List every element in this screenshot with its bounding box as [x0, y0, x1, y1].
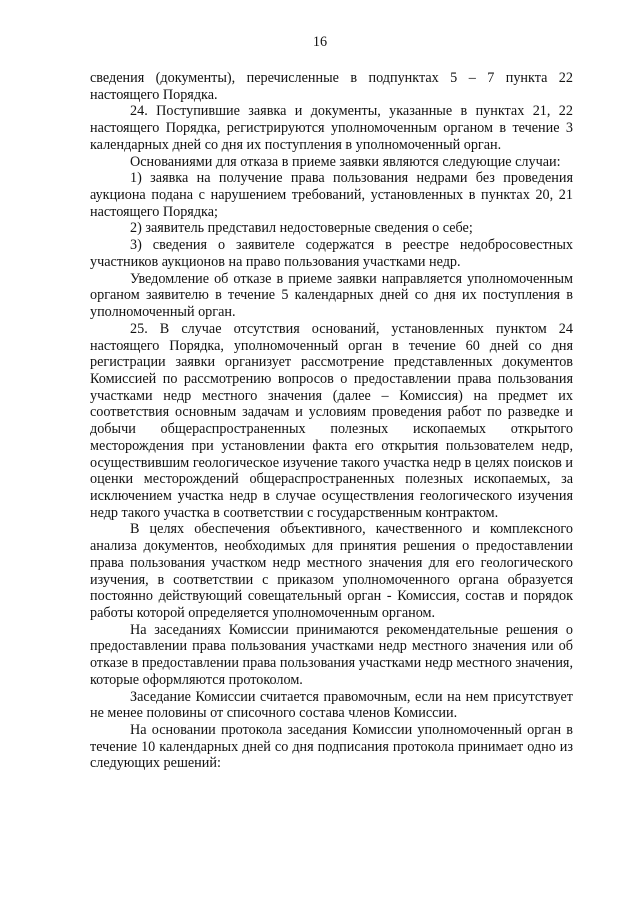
paragraph-refusal-grounds: Основаниями для отказа в приеме заявки являются следующие случаи:: [130, 153, 561, 170]
paragraph-commission-meetings: На заседаниях Комиссии принимаются рекомендательные решения о предоставлении права пользования участками недр местного значения или об отказе в предоставлении права пользования участками недр местного значения, которые оформляются протоколом.: [90, 621, 573, 688]
paragraph-ground-1: 1) заявка на получение права пользования недрами без проведения аукциона подана с нарушением требований, установленных в пунктах 20, 21 настоящего Порядка;: [90, 170, 573, 220]
paragraph-commission-formation: В целях обеспечения объективного, качественного и комплексного анализа документов, необходимых для принятия решения о предоставлении права пользования участком недр местного значения для его геологического изучения, в соответствии с приказом уполномоченного органа образуется постоянно действующий совещательный орган - Комиссия, состав и порядок работы которой определяется уполномоченным органом.: [90, 521, 573, 621]
paragraph-decisions: На основании протокола заседания Комиссии уполномоченный орган в течение 10 календарных дней со дня подписания протокола принимает одно из следующих решений:: [90, 722, 573, 772]
paragraph-quorum: Заседание Комиссии считается правомочным, если на нем присутствует не менее половины от списочного состава членов Комиссии.: [90, 688, 573, 722]
paragraph-refusal-notice: Уведомление об отказе в приеме заявки направляется уполномоченным органом заявителю в течение 5 календарных дней со дня их поступления в уполномоченный орган.: [90, 270, 573, 321]
paragraph-continuation: сведения (документы), перечисленные в подпунктах 5 – 7 пункта 22 настоящего Порядка.: [90, 70, 573, 103]
document-body: [90, 70, 573, 772]
paragraph-ground-3: 3) сведения о заявителе содержатся в реестре недобросовестных участников аукционов на право пользования участками недр.: [90, 237, 573, 270]
paragraph-item-25: 25. В случае отсутствия оснований, установленных пунктом 24 настоящего Порядка, уполномоченный орган в течение 60 дней со дня регистрации заявки организует рассмотрение представленных документов Комиссией по рассмотрению вопросов о предоставлении права пользования участками недр местного значения (далее – Комиссия) на предмет их соответствия основным задачам и условиям проведения работ по разведке и добычи общераспространенных полезных ископаемых открытого месторождения при установлении факта его открытия пользователем недр, осуществившим геологическое изучение такого участка недр в целях поисков и оценки месторождений общераспространенных полезных ископаемых, за исключением участка недр в случае осуществления геологического изучения недр такого участка в соответствии с государственным контрактом.: [90, 320, 573, 521]
paragraph-ground-2: 2) заявитель представил недостоверные сведения о себе;: [130, 220, 473, 237]
paragraph-item-24: 24. Поступившие заявка и документы, указанные в пунктах 21, 22 настоящего Порядка, регистрируются уполномоченным органом в течение 3 календарных дней со дня их поступления в уполномоченный орган.: [90, 103, 573, 153]
page-number: 16: [312, 34, 328, 50]
